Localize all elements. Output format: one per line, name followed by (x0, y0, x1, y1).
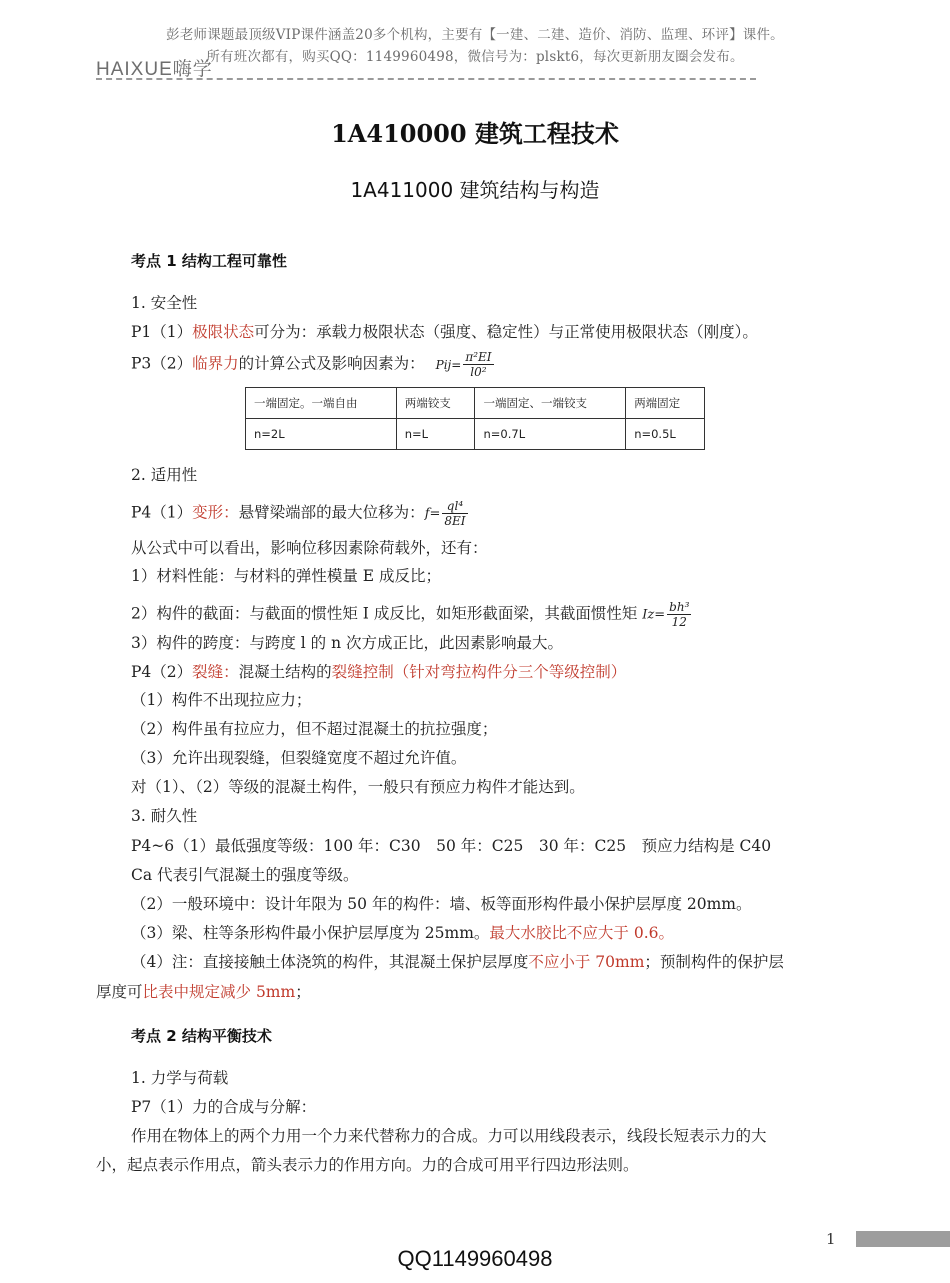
p4a-keyword: 变形： (192, 503, 239, 522)
p3-formula-lhs: Pij= (435, 357, 462, 372)
durability-line-1b: Ca 代表引气混凝土的强度等级。 (131, 866, 359, 884)
p1-line (131, 322, 758, 342)
item2-formula-fraction (667, 600, 691, 629)
durability-line-4-highlight-2: 比表中规定减少 5mm (142, 983, 296, 1001)
crack-level-2: （2）构件虽有拉应力，但不超过混凝土的抗拉强度； (131, 720, 498, 738)
table-row (246, 419, 705, 450)
p1-text: 可分为：承载力极限状态（强度、稳定性）与正常使用极限状态（刚度）。 (254, 323, 758, 341)
durability-line-4-text-d: ； (295, 983, 311, 1001)
p4b-highlight: 裂缝控制（针对弯拉构件分三个等级控制） (331, 663, 627, 681)
durability-line-3-highlight: 最大水胶比不应大于 0.6。 (489, 924, 674, 942)
p4a-text: 悬臂梁端部的最大位移为： (238, 503, 425, 522)
topic1-heading: 考点 1 结构工程可靠性 (131, 252, 287, 270)
applicability-title: 2. 适用性 (131, 466, 198, 484)
durability-line-3-text: （3）梁、柱等条形构件最小保护层厚度为 25mm。 (131, 924, 490, 942)
table-header-cell: 两端固定 (626, 388, 705, 419)
mechanics-title: 1. 力学与荷载 (131, 1069, 229, 1087)
page-subtitle: 1A411000 建筑结构与构造 (350, 178, 600, 202)
factor-item-2 (131, 600, 691, 629)
item2-formula-denominator: 12 (671, 615, 687, 629)
table-header-cell: 两端铰支 (396, 388, 475, 419)
p4a-formula-fraction (442, 499, 467, 528)
topic2-heading: 考点 2 结构平衡技术 (131, 1027, 272, 1045)
page-number: 1 (826, 1230, 836, 1248)
durability-line-4 (131, 952, 784, 972)
durability-line-4-highlight-1: 不应小于 70mm (528, 953, 645, 971)
safety-title: 1. 安全性 (131, 294, 198, 312)
factor-item-1: 1）材料性能：与材料的弹性模量 E 成反比； (131, 567, 442, 585)
logo: HAIXUE嗨学 (96, 59, 213, 80)
durability-line-4-text-a: （4）注：直接接触土体浇筑的构件，其混凝土保护层厚度 (131, 953, 529, 971)
p3-formula-numerator: π²EI (465, 350, 492, 364)
factor-item-3: 3）构件的跨度：与跨度 l 的 n 次方成正比，此因素影响最大。 (131, 634, 564, 652)
p3-keyword: 临界力 (192, 354, 239, 373)
p1-prefix: P1（1） (131, 323, 193, 341)
table-cell: n=0.7L (475, 419, 626, 450)
durability-line-4-text-c: 厚度可 (96, 983, 143, 1001)
p4a-formula-lhs: f= (424, 506, 441, 522)
header-notice-line2: 所有班次都有，购买QQ：1149960498，微信号为：plskt6，每次更新朋友圈会发布。 (206, 49, 744, 65)
table-cell: n=L (396, 419, 475, 450)
p3-formula-denominator: l0² (470, 365, 487, 379)
p4a-line (131, 499, 468, 528)
table-cell: n=0.5L (626, 419, 705, 450)
header-divider (96, 78, 756, 80)
p1-keyword: 极限状态 (192, 323, 255, 341)
p4b-prefix: P4（2） (131, 663, 193, 681)
header-notice-line1: 彭老师课题最顶级VIP课件涵盖20多个机构，主要有【一建、二建、造价、消防、监理、环评】课件。 (166, 27, 784, 43)
p4a-formula-denominator: 8EI (444, 514, 466, 528)
item2-formula-lhs: Iz= (642, 607, 666, 623)
p3-line (131, 350, 494, 379)
p4b-keyword: 裂缝： (192, 663, 239, 681)
factor-item-2-text: 2）构件的截面：与截面的惯性矩 I 成反比，如矩形截面梁，其截面惯性矩 (131, 604, 638, 623)
durability-line-1: P4~6（1）最低强度等级：100 年：C30 50 年：C25 30 年：C25 预应力结构是 C40 (131, 837, 772, 855)
item2-formula-numerator: bh³ (669, 600, 690, 614)
durability-line-3 (131, 923, 674, 943)
table-header-cell: 一端固定、一端铰支 (475, 388, 626, 419)
force-para-line2: 小，起点表示作用点，箭头表示力的作用方向。力的合成可用平行四边形法则。 (96, 1156, 639, 1174)
p4a-prefix: P4（1） (131, 503, 193, 522)
table-header-cell: 一端固定。一端自由 (246, 388, 397, 419)
p4b-line (131, 662, 626, 682)
page-number-bar (856, 1231, 950, 1247)
table-header-row (246, 388, 705, 419)
crack-level-3: （3）允许出现裂缝，但裂缝宽度不超过允许值。 (131, 749, 467, 767)
p3-prefix: P3（2） (131, 354, 193, 373)
p3-text: 的计算公式及影响因素为： (238, 354, 425, 373)
durability-line-4-cont (96, 982, 311, 1002)
durability-line-4-text-b: ；预制构件的保护层 (644, 953, 784, 971)
p4a-formula-numerator: ql⁴ (442, 499, 467, 514)
durability-title: 3. 耐久性 (131, 807, 198, 825)
table-cell: n=2L (246, 419, 397, 450)
p4b-text: 混凝土结构的 (238, 663, 332, 681)
page-title: 1A410000 建筑工程技术 (331, 119, 619, 148)
length-factor-table (245, 387, 705, 450)
line-from-formula: 从公式中可以看出，影响位移因素除荷载外，还有： (131, 539, 488, 557)
p3-formula-fraction (463, 350, 493, 379)
footer-qq: QQ1149960498 (397, 1246, 553, 1271)
crack-note: 对（1）、（2）等级的混凝土构件，一般只有预应力构件才能达到。 (131, 778, 585, 796)
durability-line-2: （2）一般环境中：设计年限为 50 年的构件：墙、板等面形构件最小保护层厚度 20mm。 (131, 895, 752, 913)
force-para-line1: 作用在物体上的两个力用一个力来代替称力的合成。力可以用线段表示，线段长短表示力的大 (131, 1127, 767, 1145)
p7-line: P7（1）力的合成与分解： (131, 1098, 317, 1116)
crack-level-1: （1）构件不出现拉应力； (131, 691, 312, 709)
